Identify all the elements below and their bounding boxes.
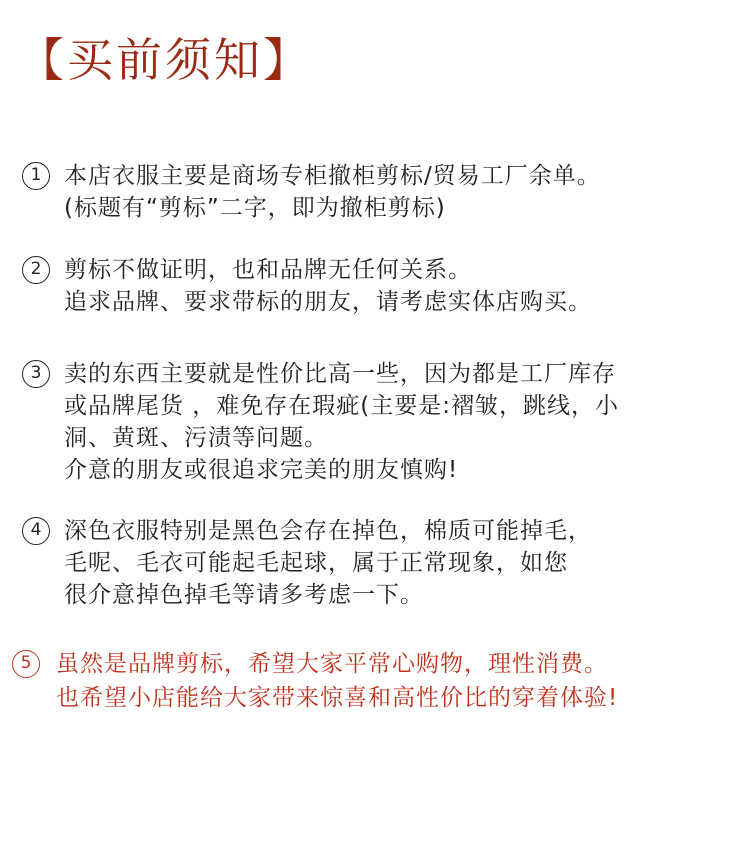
note-line: 虽然是品牌剪标，希望大家平常心购物，理性消费。 bbox=[56, 651, 608, 677]
note-line: 介意的朋友或很追求完美的朋友慎购! bbox=[64, 457, 459, 483]
page-title: 【买前须知】 bbox=[18, 33, 312, 87]
note-line: 本店衣服主要是商场专柜撤柜剪标/贸易工厂余单。 bbox=[64, 163, 601, 189]
note-line: (标题有“剪标”二字，即为撤柜剪标) bbox=[64, 195, 446, 221]
note-line: 也希望小店能给大家带来惊喜和高性价比的穿着体验! bbox=[56, 685, 619, 711]
note-line: 追求品牌、要求带标的朋友，请考虑实体店购买。 bbox=[64, 289, 592, 315]
note-number: 3 bbox=[22, 360, 50, 388]
note-number: 1 bbox=[22, 162, 50, 190]
note-number: 2 bbox=[22, 256, 50, 284]
note-line: 深色衣服特别是黑色会存在掉色，棉质可能掉毛， bbox=[64, 518, 592, 544]
note-line: 或品牌尾货 ，难免存在瑕疵(主要是:褶皱，跳线，小 bbox=[64, 393, 620, 419]
note-line: 剪标不做证明，也和品牌无任何关系。 bbox=[64, 257, 472, 283]
note-number: 4 bbox=[22, 517, 50, 545]
note-line: 很介意掉色掉毛等请多考虑一下。 bbox=[64, 582, 424, 608]
note-number: 5 bbox=[12, 650, 40, 678]
note-line: 毛呢、毛衣可能起毛起球，属于正常现象，如您 bbox=[64, 550, 568, 576]
note-line: 洞、黄斑、污渍等问题。 bbox=[64, 425, 328, 451]
note-line: 卖的东西主要就是性价比高一些，因为都是工厂库存 bbox=[64, 361, 616, 387]
